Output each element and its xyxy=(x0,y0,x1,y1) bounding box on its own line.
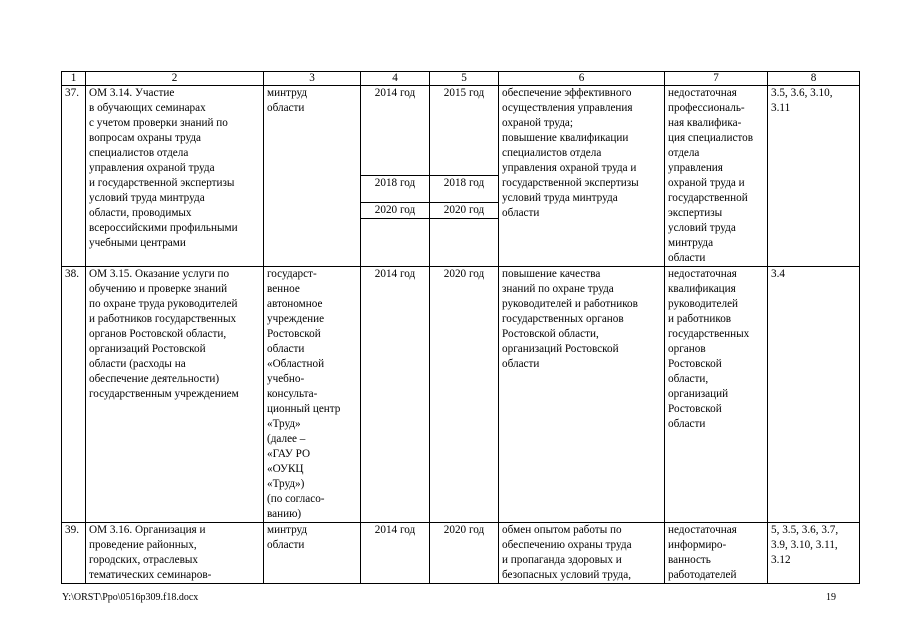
expected-result: повышение качества знаний по охране труда руководителей и работников государственных органов Ростовской области, организаций Ростовской области xyxy=(499,267,665,523)
column-header: 6 xyxy=(499,72,665,86)
non-implementation-consequences: недостаточная квалификация руководителей и работников государственных органов Ростовской области, организаций Ростовской области xyxy=(665,267,768,523)
non-implementation-consequences: недостаточная профессиональ- ная квалифика- ция специалистов отдела управления охраной труда и государственной экспертизы условий труда минтруда области xyxy=(665,86,768,267)
column-header: 7 xyxy=(665,72,768,86)
executor: государст- венное автономное учреждение Ростовской области «Областной учебно- консульта- ционный центр «Труд» (далее – «ГАУ РО «ОУКЦ «Труд») (по согласо- ванию) xyxy=(264,267,361,523)
column-header: 3 xyxy=(264,72,361,86)
start-year: 2014 год xyxy=(361,86,430,176)
table-row xyxy=(62,523,860,584)
column-header: 4 xyxy=(361,72,430,86)
expected-result: обеспечение эффективного осуществления управления охраной труда; повышение квалификации специалистов отдела управления охраной труда и государственной экспертизы условий труда минтруда области xyxy=(499,86,665,267)
related-indicators: 5, 3.5, 3.6, 3.7, 3.9, 3.10, 3.11, 3.12 xyxy=(768,523,860,584)
expected-result: обмен опытом работы по обеспечению охраны труда и пропаганда здоровых и безопасных условий труда, xyxy=(499,523,665,584)
related-indicators: 3.4 xyxy=(768,267,860,523)
column-header: 5 xyxy=(430,72,499,86)
end-year: 2020 год xyxy=(430,267,499,523)
related-indicators: 3.5, 3.6, 3.10, 3.11 xyxy=(768,86,860,267)
start-year: 2014 год xyxy=(361,523,430,584)
column-header: 2 xyxy=(86,72,264,86)
non-implementation-consequences: недостаточная информиро- ванность работодателей xyxy=(665,523,768,584)
row-number: 38. xyxy=(62,267,86,523)
start-year: 2018 год xyxy=(361,175,430,202)
start-year: 2020 год xyxy=(361,203,430,219)
column-header: 1 xyxy=(62,72,86,86)
table-row xyxy=(62,86,860,176)
measure-title: ОМ 3.15. Оказание услуги по обучению и проверке знаний по охране труда руководителей и работников государственных органов Ростовской области, организаций Ростовской области (расходы на обеспечение деятельности) государственным учреждением xyxy=(86,267,264,523)
row-number: 37. xyxy=(62,86,86,267)
executor: минтруд области xyxy=(264,86,361,267)
end-year: 2015 год xyxy=(430,86,499,176)
executor: минтруд области xyxy=(264,523,361,584)
empty-cell xyxy=(361,219,430,267)
column-header: 8 xyxy=(768,72,860,86)
end-year: 2020 год xyxy=(430,523,499,584)
end-year: 2018 год xyxy=(430,175,499,202)
empty-cell xyxy=(430,219,499,267)
table-row xyxy=(62,267,860,523)
document-path: Y:\ORST\Ppo\0516p309.f18.docx xyxy=(62,592,199,603)
page-number: 19 xyxy=(826,592,836,603)
start-year: 2014 год xyxy=(361,267,430,523)
end-year: 2020 год xyxy=(430,203,499,219)
measure-title: ОМ 3.14. Участие в обучающих семинарах с учетом проверки знаний по вопросам охраны труда специалистов отдела управления охраной труда и государственной экспертизы условий труда минтруда области, проводимых всероссийскими профильными учебными центрами xyxy=(86,86,264,267)
row-number: 39. xyxy=(62,523,86,584)
column-numbers-row xyxy=(62,72,860,86)
measures-table xyxy=(61,71,860,584)
measure-title: ОМ 3.16. Организация и проведение районных, городских, отраслевых тематических семинаров- xyxy=(86,523,264,584)
